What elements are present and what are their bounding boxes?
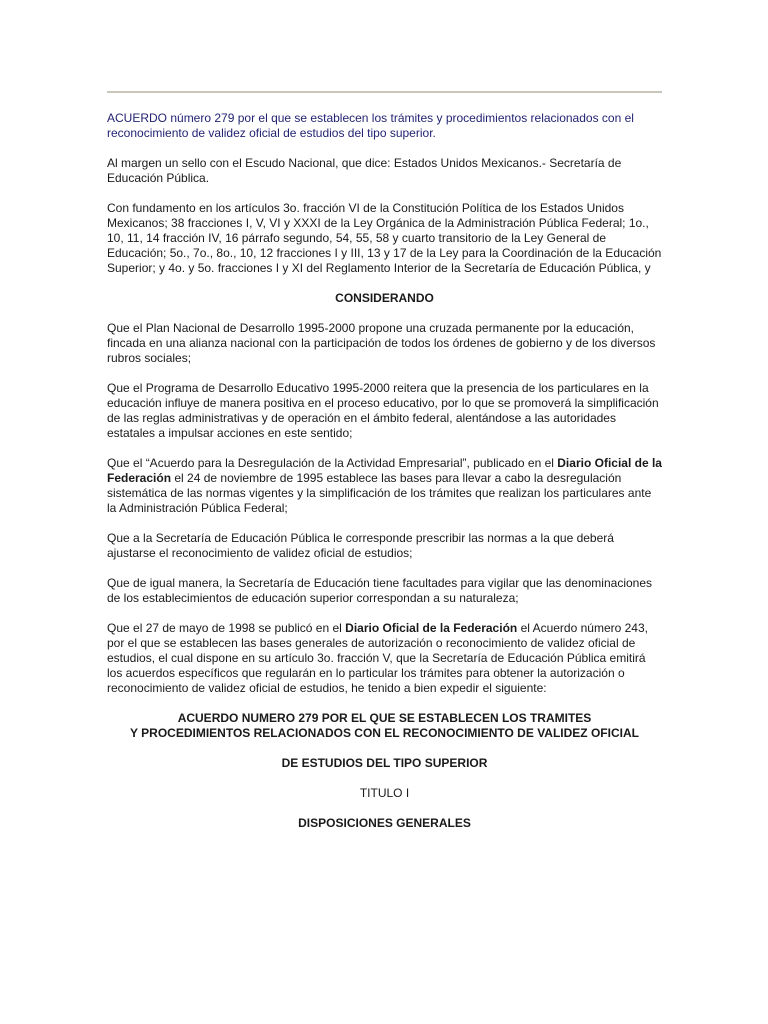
acuerdo-heading-line: Y PROCEDIMIENTOS RELACIONADOS CON EL RECONOCIMIENTO DE VALIDEZ OFICIAL — [130, 726, 639, 740]
paragraph-text: el Acuerdo número 243, por el que se establecen las bases generales de autorización o reconocimiento de validez oficial de estudios, el cual dispone en su artículo 3o. fracción V, que la Secretaría de Educación Pública emitirá los acuerdos específicos que regularán en lo particular los trámites para obtener la autorización o reconocimiento de validez oficial de estudios, he tenido a bien expedir el siguiente: — [107, 621, 648, 695]
legal-basis: Con fundamento en los artículos 3o. fracción VI de la Constitución Política de los Estados Unidos Mexicanos; 38 fracciones I, V, VI y XXXI de la Ley Orgánica de la Administración Pública Federal; 1o., 10, 11, 14 fracción IV, 16 párrafo segundo, 54, 55, 58 y cuarto transitorio de la Ley General de Educación; 5o., 7o., 8o., 10, 12 fracciones I y III, 13 y 17 de la Ley para la Coordinación de la Educación Superior; y 4o. y 5o. fracciones I y XI del Reglamento Interior de la Secretaría de Educación Pública, y — [107, 201, 662, 275]
margin-note: Al margen un sello con el Escudo Nacional, que dice: Estados Unidos Mexicanos.- Secretaría de Educación Pública. — [107, 156, 622, 185]
paragraph-text: el 24 de noviembre de 1995 establece las bases para llevar a cabo la desregulación sistemática de las normas vigentes y la simplificación de los trámites que realizan los particulares ante la Administración Pública Federal; — [107, 471, 652, 515]
diario-oficial-reference: Diario Oficial de la Federación — [107, 456, 662, 485]
considerando-paragraph — [107, 621, 662, 696]
considerando-heading: CONSIDERANDO — [335, 291, 434, 305]
considerando-paragraph: Que el Programa de Desarrollo Educativo 1995-2000 reitera que la presencia de los particulares en la educación influye de manera positiva en el proceso educativo, por lo que se promoverá la simplificación de las reglas administrativas y de operación en el ámbito federal, alentándose a las autoridades estatales a impulsar acciones en este sentido; — [107, 381, 659, 440]
diario-oficial-reference: Diario Oficial de la Federación — [345, 621, 518, 635]
paragraph-text: Que el 27 de mayo de 1998 se publicó en el — [107, 621, 346, 635]
horizontal-rule — [107, 91, 662, 93]
acuerdo-heading-line: DE ESTUDIOS DEL TIPO SUPERIOR — [281, 756, 488, 770]
acuerdo-heading-line: ACUERDO NUMERO 279 POR EL QUE SE ESTABLECEN LOS TRAMITES — [177, 711, 592, 725]
disposiciones-heading: DISPOSICIONES GENERALES — [298, 816, 471, 830]
document-body — [107, 111, 662, 846]
considerando-paragraph: Que a la Secretaría de Educación Pública le corresponde prescribir las normas a la que deberá ajustarse el reconocimiento de validez oficial de estudios; — [107, 531, 614, 560]
considerando-paragraph — [107, 456, 662, 516]
considerando-paragraph: Que de igual manera, la Secretaría de Educación tiene facultades para vigilar que las denominaciones de los establecimientos de educación superior correspondan a su naturaleza; — [107, 576, 653, 605]
titulo-heading: TITULO I — [359, 786, 410, 800]
document-title: ACUERDO número 279 por el que se establecen los trámites y procedimientos relacionados con el reconocimiento de validez oficial de estudios del tipo superior. — [107, 111, 634, 140]
acuerdo-heading — [107, 711, 662, 741]
considerando-paragraph: Que el Plan Nacional de Desarrollo 1995-2000 propone una cruzada permanente por la educación, fincada en una alianza nacional con la participación de todos los órdenes de gobierno y de los diversos rubros sociales; — [107, 321, 656, 365]
paragraph-text: Que el “Acuerdo para la Desregulación de la Actividad Empresarial”, publicado en el — [107, 456, 558, 470]
